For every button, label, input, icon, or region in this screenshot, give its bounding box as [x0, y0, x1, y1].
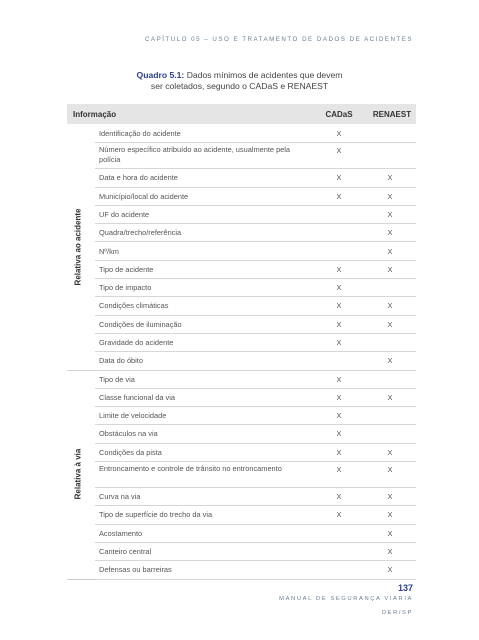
renaest-mark: X — [387, 356, 393, 366]
cadas-mark: X — [336, 429, 342, 439]
row-name: Município/local do acidente — [99, 191, 189, 201]
row-name: Defensas ou barreiras — [99, 565, 172, 575]
table-row — [95, 333, 416, 352]
table-row — [95, 187, 416, 206]
table-row — [95, 351, 416, 370]
cadas-mark: X — [336, 465, 342, 475]
table-row — [95, 278, 416, 297]
cadas-mark: X — [336, 301, 342, 311]
cadas-mark: X — [336, 338, 342, 347]
row-name: Tipo de superfície do trecho da via — [99, 510, 213, 520]
row-name: Curva na via — [99, 492, 141, 502]
row-name: Tipo de acidente — [99, 264, 154, 274]
renaest-mark: X — [387, 565, 393, 575]
cadas-mark: X — [336, 510, 342, 520]
renaest-mark: X — [387, 447, 393, 457]
header-cadas: CADaS — [325, 110, 353, 119]
renaest-mark: X — [387, 173, 393, 183]
table-row — [95, 406, 416, 425]
row-name: Data e hora do acidente — [99, 173, 178, 183]
table-row — [95, 205, 416, 224]
row-name: Obstáculos na via — [99, 429, 158, 439]
cadas-mark: X — [336, 264, 342, 274]
cadas-mark: X — [336, 129, 342, 138]
cadas-mark: X — [336, 173, 342, 183]
renaest-mark: X — [387, 465, 393, 475]
renaest-mark: X — [387, 546, 393, 556]
table-caption — [0, 70, 479, 92]
table-row — [95, 223, 416, 242]
caption-line-2: ser coletados, segundo o CADaS e RENAEST — [150, 81, 329, 91]
footer-title: MANUAL DE SEGURANÇA VIÁRIA — [279, 596, 413, 602]
row-name: Condições climáticas — [99, 301, 169, 311]
table-row — [95, 505, 416, 524]
renaest-mark: X — [387, 510, 393, 520]
table-header — [67, 104, 416, 124]
table-row — [95, 370, 416, 389]
table-row — [95, 560, 416, 579]
cadas-mark: X — [336, 319, 342, 329]
row-name: Tipo de impacto — [99, 283, 152, 293]
table-row — [95, 142, 416, 169]
table-row — [95, 124, 416, 143]
row-name: Gravidade do acidente — [99, 338, 174, 347]
page-number: 137 — [397, 583, 413, 593]
renaest-mark: X — [387, 246, 393, 256]
cadas-mark: X — [336, 447, 342, 457]
header-info: Informação — [73, 110, 117, 119]
renaest-mark: X — [387, 191, 393, 201]
group-label — [67, 370, 89, 579]
renaest-mark: X — [387, 492, 393, 502]
row-name: Número específico atribuído ao acidente, usualmente pela polícia — [99, 145, 291, 165]
renaest-mark: X — [387, 264, 393, 274]
row-name: Condições de iluminação — [99, 319, 182, 329]
table-row — [95, 542, 416, 561]
cadas-mark: X — [336, 191, 342, 201]
cadas-mark: X — [336, 411, 342, 421]
footer-org: DER/SP — [381, 610, 413, 616]
row-name: Canteiro central — [99, 546, 152, 556]
cadas-mark: X — [336, 283, 342, 293]
table-row — [95, 315, 416, 334]
cadas-mark: X — [336, 392, 342, 402]
row-name: Tipo de via — [99, 374, 135, 384]
renaest-mark: X — [387, 209, 393, 219]
renaest-mark: X — [387, 528, 393, 538]
row-name: Quadra/trecho/referência — [99, 228, 182, 238]
group-label-text: Relativa à via — [73, 448, 83, 500]
row-name: Classe funcional da via — [99, 392, 176, 402]
table-row — [95, 260, 416, 279]
row-group — [67, 370, 416, 580]
renaest-mark: X — [387, 392, 393, 402]
row-name: Data do óbito — [99, 356, 143, 366]
renaest-mark: X — [387, 228, 393, 238]
row-name: UF do acidente — [99, 209, 150, 219]
group-label-text: Relativa ao acidente — [73, 208, 83, 286]
cadas-mark: X — [336, 146, 342, 156]
table-row — [95, 242, 416, 261]
cadas-mark: X — [336, 492, 342, 502]
row-name: Limite de velocidade — [99, 411, 167, 421]
row-name: Nº/km — [99, 246, 119, 256]
row-group — [67, 124, 416, 371]
caption-label: Quadro 5.1: — [136, 70, 185, 80]
table-row — [95, 524, 416, 543]
chapter-header: CAPÍTULO 05 – USO E TRATAMENTO DE DADOS DE ACIDENTES — [144, 36, 413, 43]
row-name: Acostamento — [99, 528, 143, 538]
data-table — [67, 104, 416, 582]
group-label — [67, 124, 89, 370]
table-row — [95, 168, 416, 187]
cadas-mark: X — [336, 374, 342, 384]
row-name: Identificação do acidente — [99, 129, 181, 138]
table-row — [95, 388, 416, 407]
table-row — [95, 424, 416, 443]
renaest-mark: X — [387, 319, 393, 329]
table-row — [95, 296, 416, 315]
header-renaest: RENAEST — [372, 110, 412, 119]
caption-line-1: Dados mínimos de acidentes que devem — [184, 70, 343, 80]
table-row — [95, 487, 416, 506]
renaest-mark: X — [387, 301, 393, 311]
row-name: Condições da pista — [99, 447, 162, 457]
table-row — [95, 443, 416, 462]
row-name: Entroncamento e controle de trânsito no entroncamento — [99, 464, 282, 474]
table-row — [95, 461, 416, 488]
